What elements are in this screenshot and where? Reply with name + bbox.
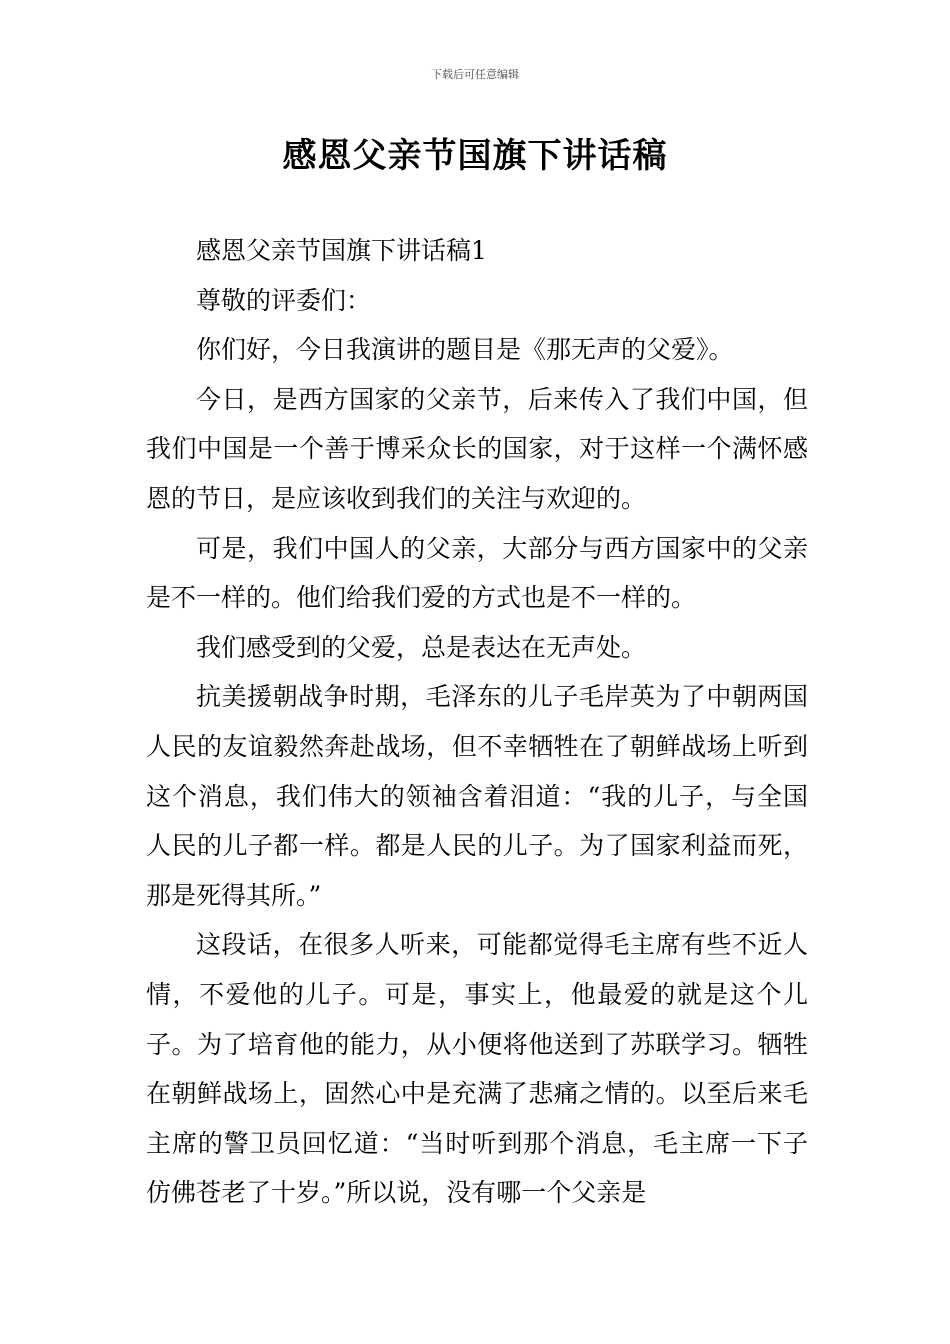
paragraph: 可是，我们中国人的父亲，大部分与西方国家中的父亲是不一样的。他们给我们爱的方式也是不一样的。 [146, 533, 808, 613]
paragraph: 今日，是西方国家的父亲节，后来传入了我们中国，但我们中国是一个善于博采众长的国家，对于这样一个满怀感恩的节日，是应该收到我们的关注与欢迎的。 [146, 384, 808, 513]
paragraph-heading: 感恩父亲节国旗下讲话稿1 [196, 236, 487, 265]
document-body [146, 226, 808, 1218]
paragraph-salutation: 尊敬的评委们： [196, 285, 372, 315]
document-title: 感恩父亲节国旗下讲话稿 [282, 136, 668, 176]
paragraph: 我们感受到的父爱，总是表达在无声处。 [196, 632, 647, 662]
header-note: 下载后可任意编辑 [431, 68, 519, 81]
paragraph: 抗美援朝战争时期，毛泽东的儿子毛岸英为了中朝两国人民的友谊毅然奔赴战场，但不幸牺牲在了朝鲜战场上听到这个消息，我们伟大的领袖含着泪道：“我的儿子，与全国人民的儿子都一样。都是人民的儿子。为了国家利益而死，那是死得其所。” [146, 682, 808, 910]
paragraph: 这段话，在很多人听来，可能都觉得毛主席有些不近人情，不爱他的儿子。可是，事实上，他最爱的就是这个儿子。为了培育他的能力，从小便将他送到了苏联学习。牺牲在朝鲜战场上，固然心中是充满了悲痛之情的。以至后来毛主席的警卫员回忆道：“当时听到那个消息，毛主席一下子仿佛苍老了十岁。”所以说，没有哪一个父亲是 [146, 930, 808, 1208]
paragraph: 你们好，今日我演讲的题目是《那无声的父爱》。 [196, 335, 734, 365]
